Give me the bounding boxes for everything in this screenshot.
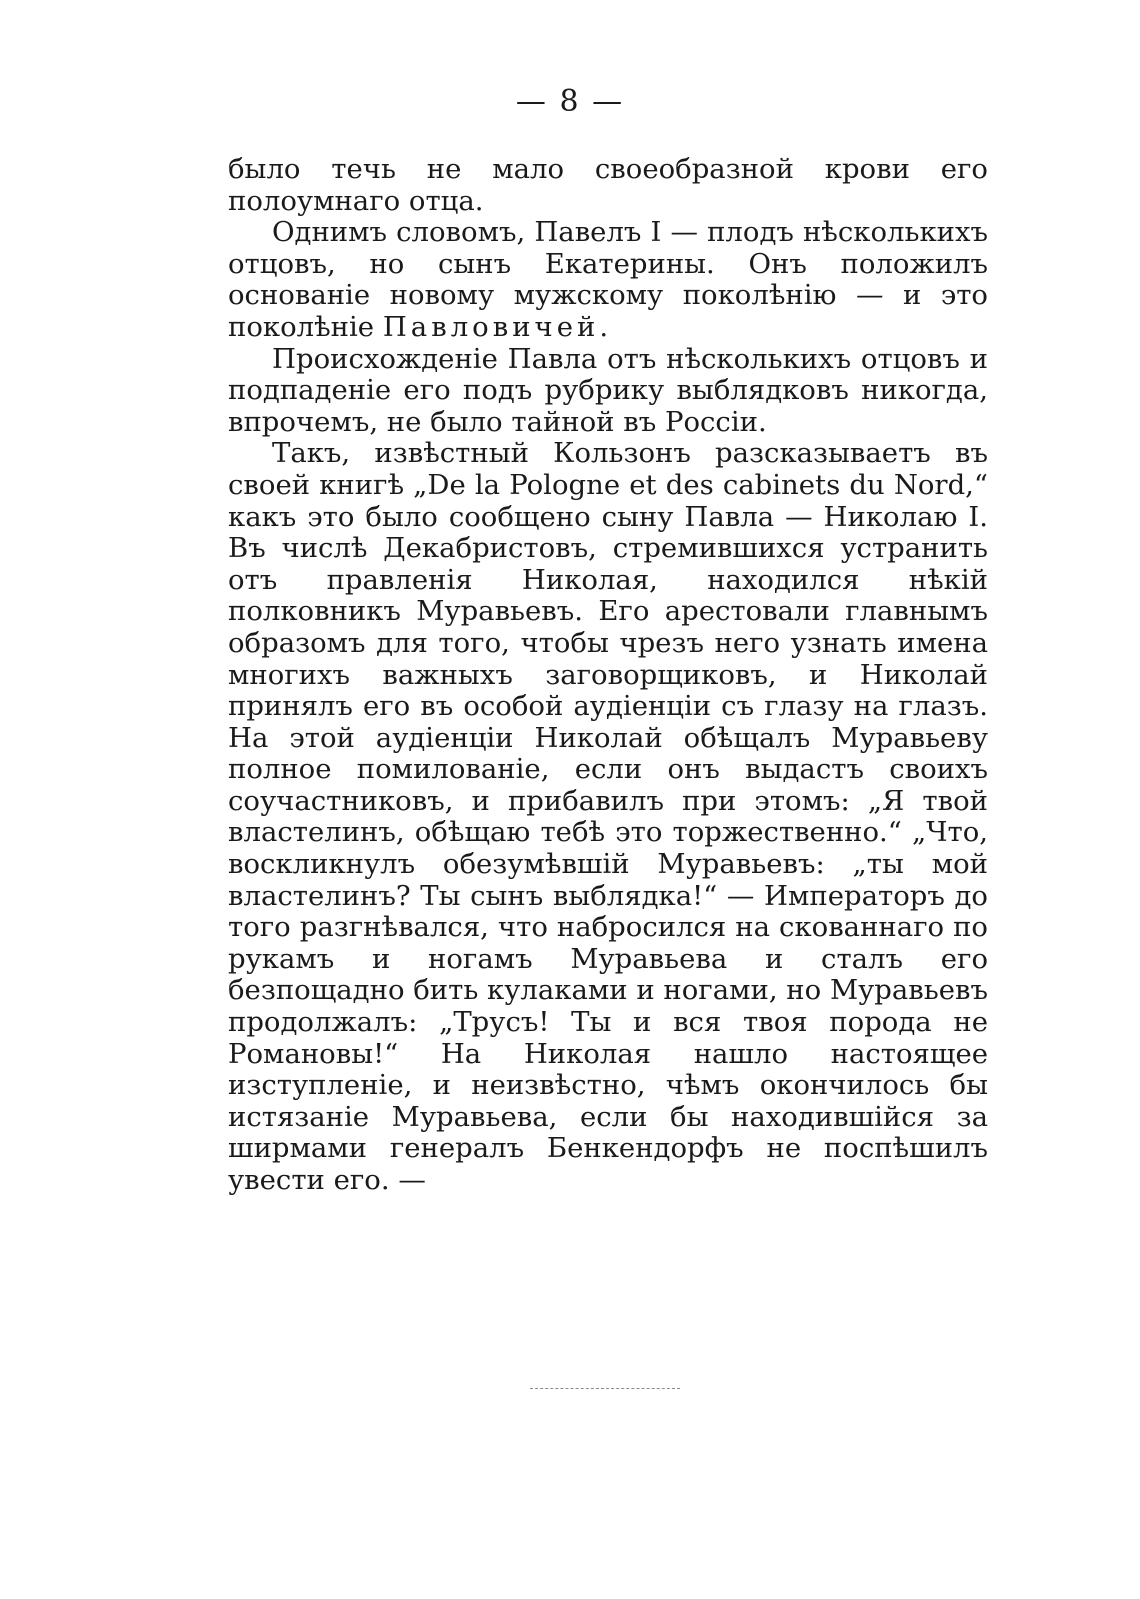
body-text bbox=[228, 154, 988, 1197]
paragraph-3: Происхожденіе Павла отъ нѣсколькихъ отцовъ и подпаденіе его подъ рубрику выблядковъ никогда, впрочемъ, не было тайной въ Россіи. bbox=[228, 342, 988, 438]
paragraph-2 bbox=[228, 217, 988, 343]
end-rule bbox=[530, 1388, 680, 1389]
paragraph-1: было течь не мало своеобразной крови его полоумнаго отца. bbox=[228, 153, 988, 217]
paragraph-2-text: Однимъ словомъ, Павелъ I — плодъ нѣсколькихъ отцовъ, но сынъ Екатерины. Онъ положилъ основаніе новому мужскому поколѣнію — и это поколѣніе bbox=[228, 216, 988, 343]
paragraph-2-end: . bbox=[599, 310, 609, 343]
paragraph-4: Такъ, извѣстный Кользонъ разсказываетъ въ своей книгѣ „De la Pologne et des cabinets du Nord,“ какъ это было сообщено сыну Павла — Николаю I. Въ числѣ Декабристовъ, стремившихся устранить отъ правленія Николая, находился нѣкій полковникъ Муравьевъ. Его арестовали главнымъ образомъ для того, чтобы чрезъ него узнать имена многихъ важныхъ заговорщиковъ, и Николай принялъ его въ особой аудіенціи съ глазу на глазъ. На этой аудіенціи Николай обѣщалъ Муравьеву полное помилованіе, если онъ выдастъ своихъ соучастниковъ, и прибавилъ при этомъ: „Я твой властелинъ, обѣщаю тебѣ это торжественно.“ „Что, воскликнулъ обезумѣвшій Муравьевъ: „ты мой властелинъ? Ты сынъ выблядка!“ — Императоръ до того разгнѣвался, что набросился на скованнаго по рукамъ и ногамъ Муравьева и сталъ его безпощадно бить кулаками и ногами, но Муравьевъ продолжалъ: „Трусъ! Ты и вся твоя порода не Романовы!“ На Николая нашло настоящее изступленіе, и неизвѣстно, чѣмъ окончилось бы истязаніе Муравьева, если бы находившійся за ширмами генералъ Бенкендорфъ не поспѣшилъ увести его. — bbox=[228, 437, 988, 1196]
page-number: — 8 — bbox=[515, 84, 625, 119]
paragraph-2-spaced-name: Павловичей bbox=[382, 310, 600, 343]
